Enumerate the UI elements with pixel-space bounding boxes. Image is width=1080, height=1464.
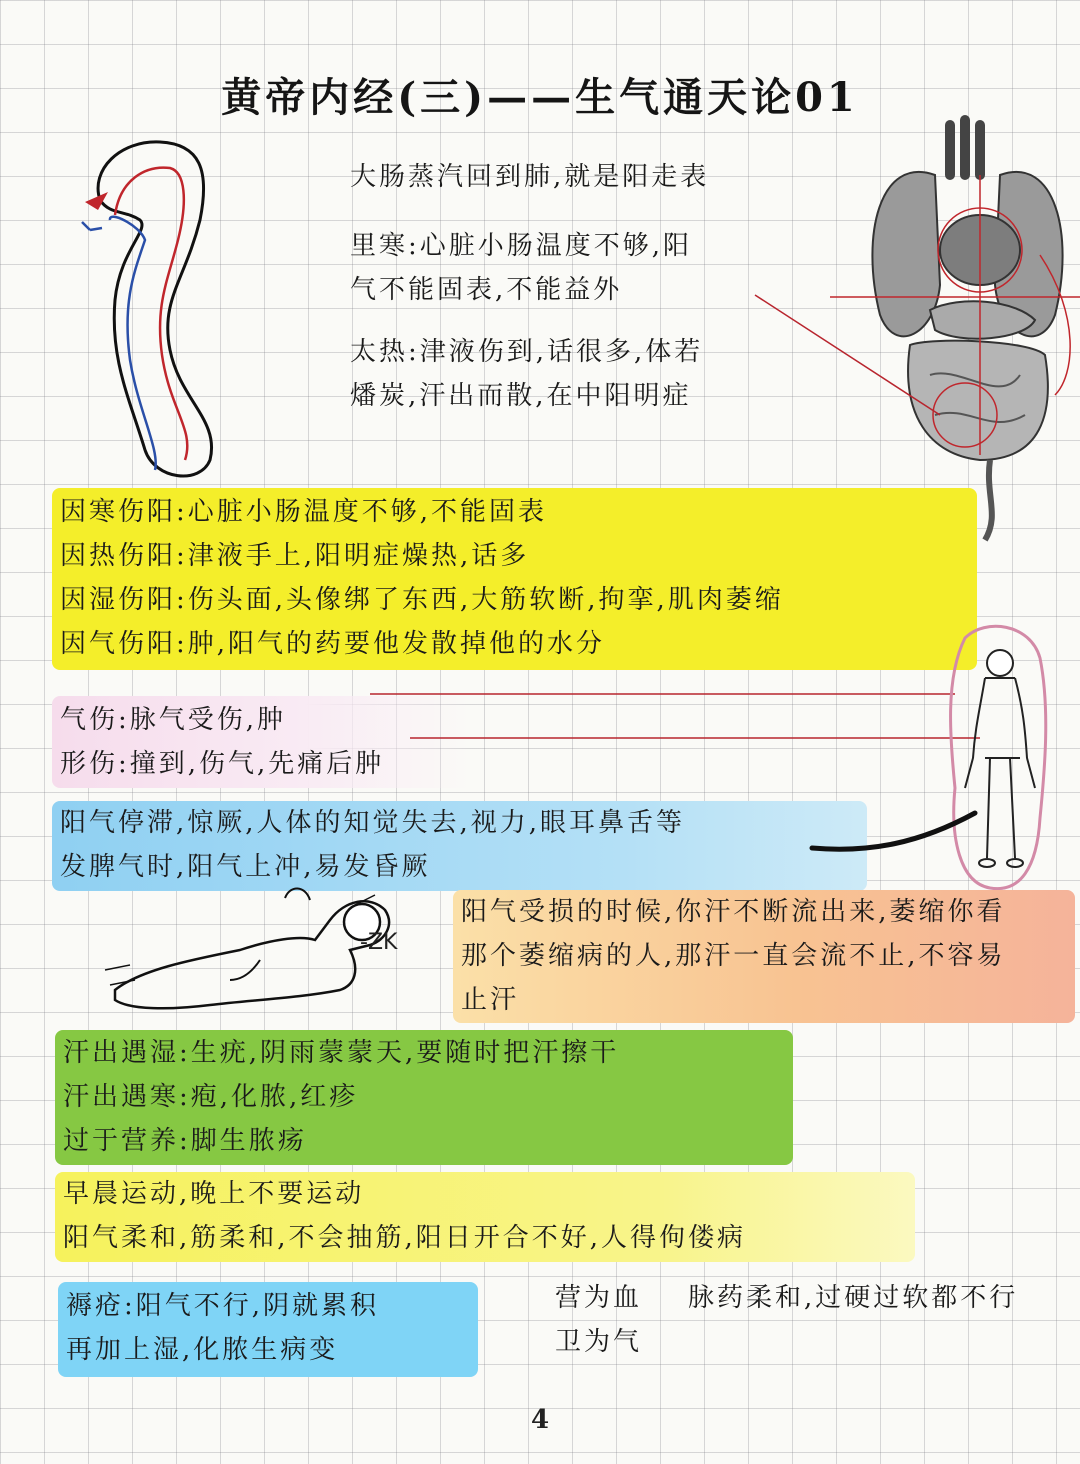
pulse-note: 脉药柔和,过硬过软都不行: [688, 1283, 1019, 1313]
connector-lines-figure: [370, 690, 990, 750]
figure-sound-label: -ZK: [360, 930, 398, 955]
temper-fainting: 发脾气时,阳气上冲,易发昏厥: [60, 852, 431, 882]
yang-gentle: 阳气柔和,筋柔和,不会抽筋,阳日开合不好,人得佝偻病: [63, 1223, 747, 1253]
qi-harms-yang: 因气伤阳:肿,阳气的药要他发散掉他的水分: [60, 629, 606, 659]
yang-damaged-2: 那个萎缩病的人,那汗一直会流不止,不容易: [461, 941, 1006, 971]
ying-blood: 营为血: [555, 1283, 643, 1313]
connector-line-organs: [755, 295, 955, 425]
wei-qi: 卫为气: [555, 1327, 643, 1357]
yang-stagnation: 阳气停滞,惊厥,人体的知觉失去,视力,眼耳鼻舌等: [60, 808, 686, 838]
form-injury: 形伤:撞到,伤气,先痛后肿: [60, 749, 385, 779]
cold-harms-yang: 因寒伤阳:心脏小肠温度不够,不能固表: [60, 497, 548, 527]
page-title: 黄帝内经(三)——生气通天论01: [221, 74, 859, 121]
sweat-damp: 汗出遇湿:生疣,阴雨蒙蒙天,要随时把汗擦干: [63, 1038, 620, 1068]
ink-stroke: [810, 808, 990, 868]
damp-pus: 再加上湿,化脓生病变: [66, 1335, 339, 1365]
morning-exercise: 早晨运动,晚上不要运动: [63, 1179, 365, 1209]
qi-injury: 气伤:脉气受伤,肿: [60, 705, 287, 735]
blue-highlight-box: [52, 801, 867, 891]
damp-harms-yang: 因湿伤阳:伤头面,头像绑了东西,大筋软断,拘挛,肌肉萎缩: [60, 585, 784, 615]
yang-damaged-3: 止汗: [461, 985, 520, 1015]
page-number: 4: [530, 1405, 550, 1435]
orange-highlight-box: [453, 890, 1075, 1023]
note-inner-cold: 里寒:心脏小肠温度不够,阳 气不能固表,不能益外: [350, 231, 693, 305]
intestine-sketch: [60, 130, 290, 490]
note-large-intestine: 大肠蒸汽回到肺,就是阳走表: [350, 162, 710, 192]
note-too-hot: 太热:津液伤到,话很多,体若 燔炭,汗出而散,在中阳明症: [350, 337, 704, 411]
over-nutrition: 过于营养:脚生脓疡: [63, 1126, 307, 1156]
green-highlight-box: [55, 1030, 793, 1165]
bedsore: 褥疮:阳气不行,阴就累积: [66, 1291, 380, 1321]
ying-wei-notes: [555, 1276, 642, 1364]
yang-damaged-1: 阳气受损的时候,你汗不断流出来,萎缩你看: [461, 897, 1006, 927]
cyan-highlight-box: [58, 1282, 478, 1377]
heat-harms-yang: 因热伤阳:津液手上,阳明症燥热,话多: [60, 541, 530, 571]
yellow-highlight-box: [52, 488, 977, 670]
sweat-cold: 汗出遇寒:疱,化脓,红疹: [63, 1082, 359, 1112]
light-yellow-highlight-box: [55, 1172, 915, 1262]
